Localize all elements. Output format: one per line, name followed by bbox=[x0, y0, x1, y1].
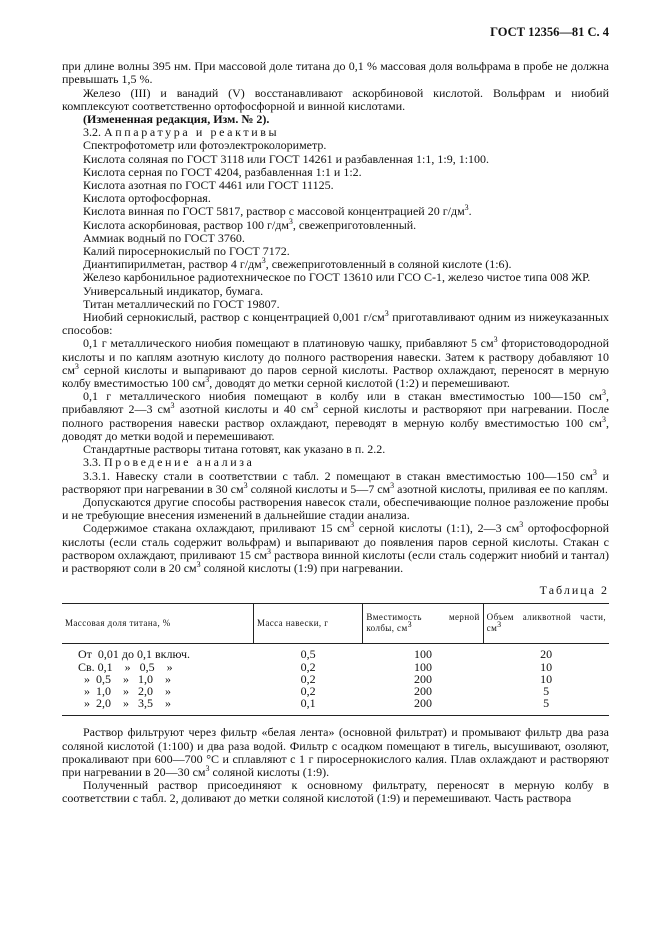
reagent-item: Кислота азотная по ГОСТ 4461 или ГОСТ 11125. bbox=[83, 178, 334, 193]
table-cell: » 2,0 » 3,5 » bbox=[62, 697, 253, 716]
reagent-item: Аммиак водный по ГОСТ 3760. bbox=[83, 230, 245, 245]
header-titanium-fraction: Массовая доля титана, % bbox=[62, 604, 253, 644]
paragraph-reduction: Железо (III) и ванадий (V) восстанавливают аскорбиновой кислотой. Вольфрам и ниобий комплексуют соответственно ортофосфорной и винной кислотами. bbox=[62, 85, 609, 113]
table-cell: 0,2 bbox=[300, 671, 316, 686]
paragraph-niobium-method-1: 0,1 г металлического ниобия помещают в платиновую чашку, прибавляют 5 $см^3$ фтористоводородной кислоты и по каплям азотную кислоту до полного растворения навески. Затем к раствору добавляют 10 $см^3$ серной кислоты и выпаривают до паров серной кислоты. Раствор охлаждают, переносят в мерную колбу вместимостью 100 $см^3$, доводят до метки серной кислотой (1:2) и перемешивают. bbox=[62, 335, 609, 391]
table-cell: От 0,01 до 0,1 включ. bbox=[78, 647, 191, 662]
table-cell: 0,2 bbox=[300, 659, 316, 674]
table-cell: 0,1 bbox=[253, 697, 362, 716]
table-row bbox=[62, 661, 609, 673]
paragraph-wavelength: при длине волны 395 нм. При массовой доле титана до 0,1 % массовая доля вольфрама в пробе не должна превышать 1,5 %. bbox=[62, 59, 609, 87]
table-cell: Св. 0,1 » 0,5 » bbox=[78, 659, 173, 674]
table-cell: 0,5 bbox=[300, 647, 316, 662]
paragraph-standard-solutions: Стандартные растворы титана готовят, как указано в п. 2.2. bbox=[83, 442, 386, 457]
table-cell: 0,2 bbox=[300, 683, 316, 698]
reagent-item: Калий пиросернокислый по ГОСТ 7172. bbox=[83, 244, 290, 259]
table-2 bbox=[62, 603, 609, 716]
reagent-item: Кислота соляная по ГОСТ 3118 или ГОСТ 14261 и разбавленная 1:1, 1:9, 1:100. bbox=[83, 151, 490, 166]
edition-note: (Измененная редакция, Изм. № 2). bbox=[83, 112, 270, 127]
table-cell: 5 bbox=[543, 683, 550, 698]
reagent-item: Титан металлический по ГОСТ 19807. bbox=[83, 296, 280, 311]
table-cell: 200 bbox=[414, 683, 432, 698]
table-cell: » 1,0 » 2,0 » bbox=[78, 683, 171, 698]
paragraph-filter: Раствор фильтруют через фильтр «белая лента» (основной фильтрат) и промывают фильтр два раза соляной кислотой (1:100) и два раза водой. Фильтр с осадком помещают в тигель, высушивают, озоляют, прокаливают при 600—700 °С и сплавляют с 1 г пиросернокислого калия. Плав охлаждают и растворяют при нагревании в 20—30 $см^3$ соляной кислоты (1:9). bbox=[62, 725, 609, 779]
section-number: 3.2. bbox=[83, 125, 101, 140]
paragraph-contents: Содержимое стакана охлаждают, приливают 15 $см^3$ серной кислоты (1:1), 2—3 $см^3$ ортофосфорной кислоты (если сталь содержит вольфрам) и выпаривают до появления паров серной кислоты. Стакан с раствором охлаждают, приливают 15 $см^3$ раствора винной кислоты (если сталь содержит ниобий и тантал) и растворяют соли в 20 $см^3$ соляной кислоты (1:9) при нагревании. bbox=[62, 520, 609, 575]
table-row bbox=[62, 644, 609, 661]
reagent-item: Спектрофотометр или фотоэлектроколориметр. bbox=[83, 138, 327, 153]
table-caption: Таблица 2 bbox=[539, 583, 609, 598]
paragraph-3-3-1: 3.3.1. Навеску стали в соответствии с табл. 2 помещают в стакан вместимостью 100—150 $см^3$ и растворяют при нагревании в 30 $см^3$ соляной кислоты и 5—7 $см^3$ азотной кислоты, приливая ее по каплям. bbox=[62, 467, 609, 496]
table-cell: 200 bbox=[363, 697, 483, 716]
table-cell: 100 bbox=[414, 647, 432, 662]
table-cell: 200 bbox=[414, 671, 432, 686]
table-cell: » 0,5 » 1,0 » bbox=[78, 671, 171, 686]
reagent-item: Кислота ортофосфорная. bbox=[83, 191, 211, 206]
header-flask-volume: Вместимость мерной колбы, $см^3$ bbox=[363, 604, 483, 644]
reagent-item-diantipyryl: Диантипирилметан, раствор 4 $г/дм^3$, свежеприготовленный в соляной кислоте (1:6). bbox=[83, 256, 512, 272]
reagent-item: Универсальный индикатор, бумага. bbox=[83, 283, 264, 298]
reagent-item-tartaric: Кислота винная по ГОСТ 5817, раствор с массовой концентрацией 20 $г/дм^3$. bbox=[83, 203, 472, 219]
table-row bbox=[62, 697, 609, 716]
table-cell: 10 bbox=[540, 659, 553, 674]
reagent-item: Железо карбонильное радиотехническое по ГОСТ 13610 или ГСО С-1, железо чистое типа 008 ЖР. bbox=[83, 270, 591, 285]
section-number: 3.3. bbox=[83, 455, 101, 470]
section-title: Проведение анализа bbox=[104, 455, 255, 470]
header-sample-mass: Масса навески, г bbox=[253, 604, 362, 644]
table-header-row bbox=[62, 604, 609, 644]
table-cell: 20 bbox=[540, 647, 553, 662]
paragraph-niobium-method-2: 0,1 г металлического ниобия помещают в колбу или в стакан вместимостью 100—150 $см^3$, прибавляют 2—3 $см^3$ азотной кислоты и 40 $см^3$ серной кислоты и растворяют при нагревании. После полного растворения навески раствор охлаждают, переводят в мерную колбу вместимостью 100 $см^3$, доводят до метки водой и перемешивают. bbox=[62, 388, 610, 443]
table-cell: 10 bbox=[540, 671, 553, 686]
table-cell: 5 bbox=[483, 697, 609, 716]
table-cell: 100 bbox=[414, 659, 432, 674]
reagent-item: Кислота серная по ГОСТ 4204, разбавленная 1:1 и 1:2. bbox=[83, 164, 362, 179]
header-aliquot-volume: Объем аликвотной части, $см^3$ bbox=[483, 604, 609, 644]
reagent-item-ascorbic: Кислота аскорбиновая, раствор 100 $г/дм^3$, свежеприготовленный. bbox=[83, 216, 417, 232]
page-header: ГОСТ 12356—81 С. 4 bbox=[490, 25, 609, 39]
paragraph-final: Полученный раствор присоединяют к основному фильтрату, переносят в мерную колбу в соответствии с табл. 2, доливают до метки соляной кислотой (1:9) и перемешивают. Часть раствора bbox=[62, 778, 609, 806]
paragraph-niobium-intro: Ниобий сернокислый, раствор с концентрацией 0,001 $г/см^3$ приготавливают одним из нижеуказанных способов: bbox=[62, 309, 610, 338]
paragraph-other-methods: Допускаются другие способы растворения навесок стали, обеспечивающие полное разложение пробы и не требующие внесения изменений в дальнейшие стадии анализа. bbox=[62, 494, 609, 523]
section-title: Аппаратура и реактивы bbox=[104, 125, 280, 140]
